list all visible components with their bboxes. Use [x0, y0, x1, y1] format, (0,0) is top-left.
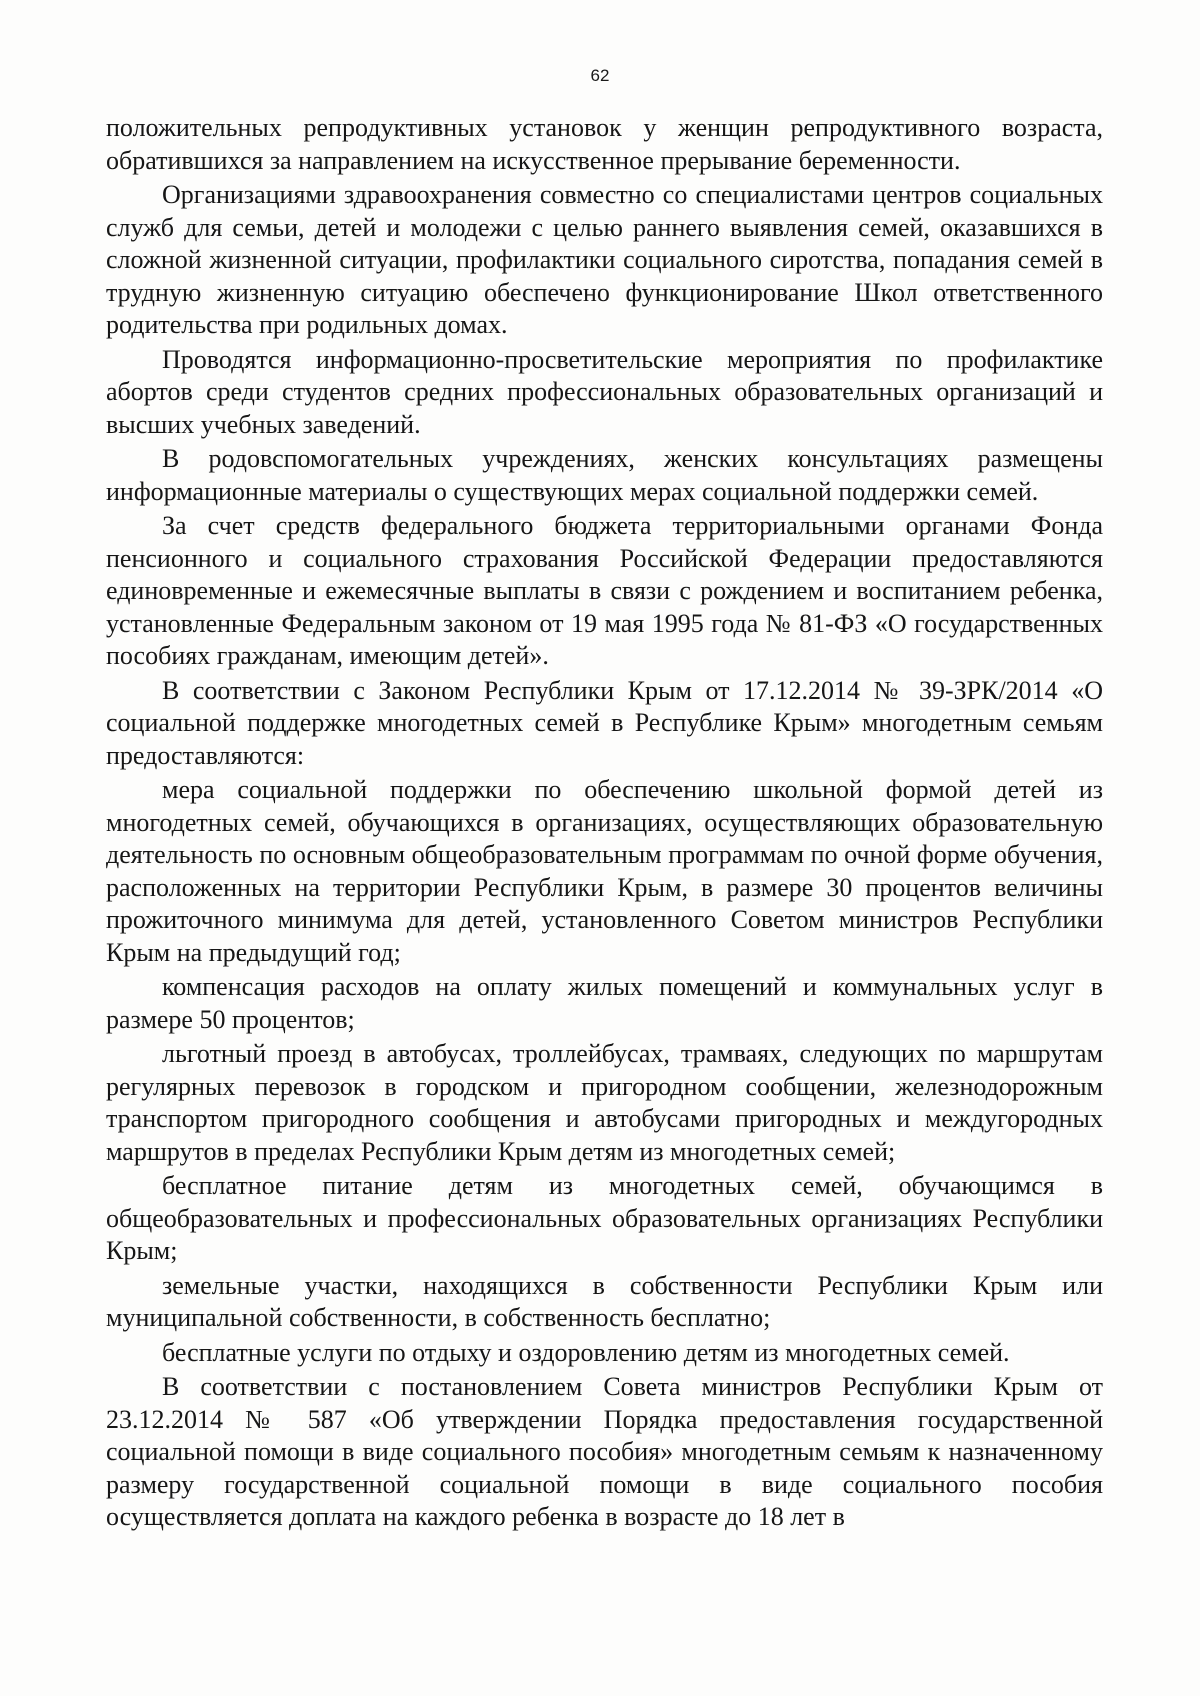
paragraph-information-materials: В родовспомогательных учреждениях, женских консультациях размещены информационные материалы о существующих мерах социальной поддержки семей.: [106, 444, 1103, 506]
page-number: 62: [590, 66, 610, 85]
paragraph-council-resolution: В соответствии с постановлением Совета министров Республики Крым от 23.12.2014 № 587 «Об утверждении Порядка предоставления государственной социальной помощи в виде социального пособия» многодетным семьям к назначенному размеру государственной социальной помощи в виде социального пособия осуществляется доплата на каждого ребенка в возрасте до 18 лет в: [106, 1372, 1103, 1531]
list-item-recreation-services: бесплатные услуги по отдыху и оздоровлению детям из многодетных семей.: [162, 1337, 1010, 1367]
list-item-land-plots: земельные участки, находящихся в собственности Республики Крым или муниципальной собственности, в собственность бесплатно;: [106, 1270, 1103, 1332]
paragraph-federal-payments: За счет средств федерального бюджета территориальными органами Фонда пенсионного и социального страхования Российской Федерации предоставляются единовременные и ежемесячные выплаты в связи с рождением и воспитанием ребенка, установленные Федеральным законом от 19 мая 1995 года № 81-ФЗ «О государственных пособиях гражданам, имеющим детей».: [106, 511, 1103, 670]
document-body: [106, 112, 1103, 1534]
list-item-free-meals: бесплатное питание детям из многодетных семей, обучающимся в общеобразовательных и профессиональных образовательных организациях Республики Крым;: [106, 1171, 1103, 1265]
paragraph-health-organizations: Организациями здравоохранения совместно со специалистами центров социальных служб для семьи, детей и молодежи с целью раннего выявления семей, оказавшихся в сложной жизненной ситуации, профилактики социального сиротства, попадания семей в трудную жизненную ситуацию обеспечено функционирование Школ ответственного родительства при родильных домах.: [106, 180, 1103, 339]
list-item-transport-discount: льготный проезд в автобусах, троллейбусах, трамваях, следующих по маршрутам регулярных перевозок в городском и пригородном сообщении, железнодорожным транспортом пригородного сообщения и автобусами пригородных и междугородных маршрутов в пределах Республики Крым детям из многодетных семей;: [106, 1039, 1103, 1166]
list-item-school-uniform: мера социальной поддержки по обеспечению школьной формой детей из многодетных семей, обучающихся в организациях, осуществляющих образовательную деятельность по основным общеобразовательным программам по очной форме обучения, расположенных на территории Республики Крым, в размере 30 процентов величины прожиточного минимума для детей, установленного Советом министров Республики Крым на предыдущий год;: [106, 775, 1103, 967]
paragraph-abortion-prevention-events: Проводятся информационно-просветительские мероприятия по профилактике абортов среди студентов средних профессиональных образовательных организаций и высших учебных заведений.: [106, 344, 1103, 439]
paragraph-continuation: положительных репродуктивных установок у женщин репродуктивного возраста, обратившихся за направлением на искусственное прерывание беременности.: [106, 113, 1103, 175]
paragraph-crimea-law: В соответствии с Законом Республики Крым от 17.12.2014 № 39-ЗРК/2014 «О социальной поддержке многодетных семей в Республике Крым» многодетным семьям предоставляются:: [106, 675, 1103, 770]
list-item-housing-compensation: компенсация расходов на оплату жилых помещений и коммунальных услуг в размере 50 процентов;: [106, 972, 1103, 1034]
